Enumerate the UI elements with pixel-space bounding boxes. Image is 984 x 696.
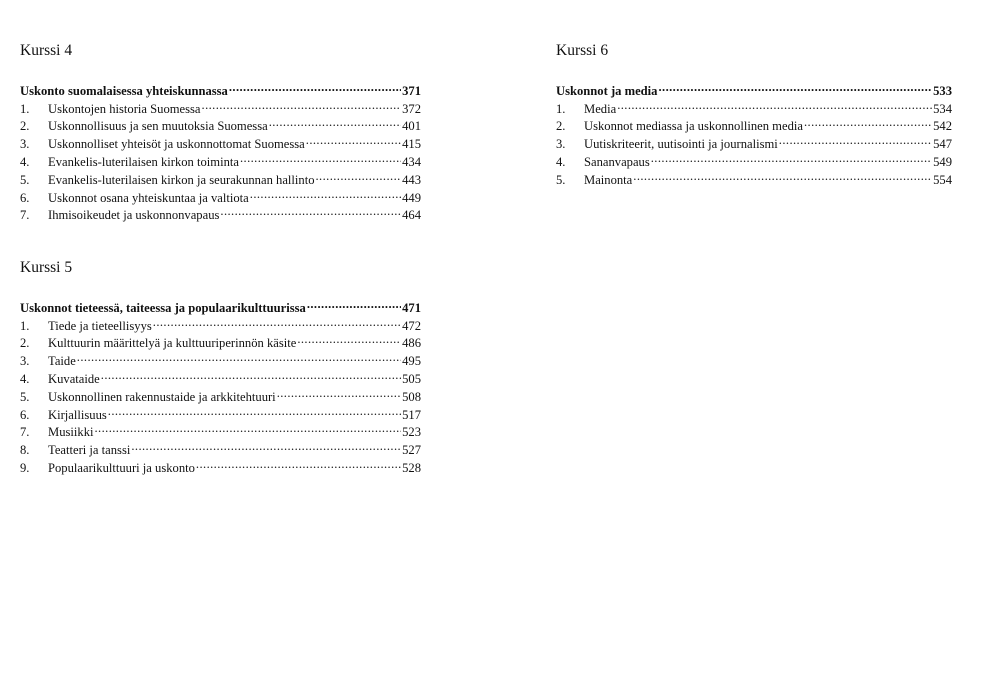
table-of-contents (20, 77, 421, 223)
toc-entry-title: Populaarikulttuuri ja uskonto (48, 460, 195, 475)
toc-page-number: 434 (402, 154, 421, 169)
toc-page-number: 549 (933, 154, 952, 169)
toc-entry-title: Taide (48, 354, 76, 369)
toc-entry-title: Uutiskriteerit, uutisointi ja journalismi (584, 137, 778, 152)
toc-entry-number: 5. (20, 172, 30, 187)
toc-entry-title: Uskonnot osana yhteiskuntaa ja valtiota (48, 190, 249, 205)
toc-entry-number: 2. (20, 119, 30, 134)
toc-entry-number: 3. (20, 354, 30, 369)
toc-page-number: 547 (933, 137, 952, 152)
toc-page-number: 449 (402, 190, 421, 205)
toc-page-number: 508 (402, 389, 421, 404)
toc-entry-title: Uskonnollisuus ja sen muutoksia Suomessa (48, 119, 268, 134)
dot-leader (617, 95, 932, 113)
toc-entry-title: Uskonnot mediassa ja uskonnollinen media (584, 119, 803, 134)
toc-page-number: 372 (402, 101, 421, 116)
toc-entry-title: Teatteri ja tanssi (48, 443, 131, 458)
toc-page-number: 527 (402, 443, 421, 458)
toc-entry-title: Evankelis-luterilaisen kirkon toiminta (48, 154, 239, 169)
dot-leader (77, 347, 401, 365)
dot-leader (277, 383, 401, 401)
dot-leader (297, 330, 401, 348)
toc-entry-number: 2. (556, 119, 566, 134)
dot-leader (240, 148, 401, 166)
toc-entry-number: 3. (20, 137, 30, 152)
dot-leader (196, 454, 401, 472)
toc-page-number: 517 (402, 407, 421, 422)
dot-leader (804, 113, 932, 131)
toc-page-number: 528 (402, 460, 421, 475)
toc-entry-title: Mainonta (584, 172, 633, 187)
toc-page-number: 523 (402, 425, 421, 440)
toc-page-number: 472 (402, 318, 421, 333)
dot-leader (202, 95, 402, 113)
toc-main-title: Uskonnot ja media (556, 83, 658, 98)
toc-entry-title: Uskonnollinen rakennustaide ja arkkitehtuuri (48, 389, 276, 404)
toc-entry-number: 9. (20, 460, 30, 475)
dot-leader (633, 166, 932, 184)
toc-page-number: 554 (933, 172, 952, 187)
toc-page-number: 464 (402, 208, 421, 223)
toc-entry-title: Ihmisoikeudet ja uskonnonvapaus (48, 208, 220, 223)
toc-entry-number: 1. (20, 101, 30, 116)
toc-page-number: 415 (402, 137, 421, 152)
toc-entry-number: 5. (556, 172, 566, 187)
toc-page-number: 495 (402, 354, 421, 369)
toc-main-entry (556, 77, 952, 98)
dot-leader (153, 312, 401, 330)
dot-leader (108, 401, 401, 419)
toc-page-number: 533 (933, 83, 952, 98)
dot-leader (95, 419, 402, 437)
toc-entry-title: Tiede ja tieteellisyys (48, 318, 152, 333)
toc-entry (20, 365, 421, 386)
toc-main-title: Uskonto suomalaisessa yhteiskunnassa (20, 83, 228, 98)
course-section-5 (20, 258, 421, 475)
toc-page-number: 371 (402, 83, 421, 98)
toc-entry-number: 5. (20, 389, 30, 404)
dot-leader (250, 184, 401, 202)
dot-leader (306, 130, 401, 148)
toc-page-number: 542 (933, 119, 952, 134)
toc-entry-number: 1. (20, 318, 30, 333)
course-heading: Kurssi 4 (20, 42, 73, 59)
toc-page-number: 401 (402, 119, 421, 134)
toc-entry-number: 4. (20, 154, 30, 169)
toc-entry-title: Musiikki (48, 425, 94, 440)
toc-entry-number: 2. (20, 336, 30, 351)
toc-entry-number: 7. (20, 425, 30, 440)
toc-entry-number: 1. (556, 101, 566, 116)
table-of-contents (556, 77, 952, 187)
dot-leader (779, 130, 932, 148)
toc-entry-title: Evankelis-luterilaisen kirkon ja seurakunnan hallinto (48, 172, 315, 187)
course-section-4 (20, 41, 421, 223)
toc-entry-number: 6. (20, 407, 30, 422)
toc-entry-title: Media (584, 101, 617, 116)
toc-main-title: Uskonnot tieteessä, taiteessa ja populaarikulttuurissa (20, 300, 306, 315)
toc-entry (20, 347, 421, 369)
dot-leader (131, 436, 401, 454)
toc-entry-number: 4. (556, 154, 566, 169)
dot-leader (220, 202, 401, 220)
toc-page-number: 505 (402, 371, 421, 386)
dot-leader (307, 294, 401, 312)
toc-entry-title: Uskontojen historia Suomessa (48, 101, 201, 116)
dot-leader (658, 77, 932, 95)
toc-entry-title: Kulttuurin määrittelyä ja kulttuuriperinnön käsite (48, 336, 297, 351)
toc-page-number: 486 (402, 336, 421, 351)
course-section-6 (556, 41, 952, 187)
dot-leader (316, 166, 402, 184)
toc-entry-title: Kuvataide (48, 371, 100, 386)
dot-leader (269, 113, 401, 131)
toc-main-entry (20, 294, 421, 315)
dot-leader (229, 77, 401, 95)
toc-entry-number: 3. (556, 137, 566, 152)
toc-entry-number: 7. (20, 208, 30, 223)
table-of-contents (20, 294, 421, 475)
toc-entry-number: 6. (20, 190, 30, 205)
dot-leader (651, 148, 932, 166)
toc-main-entry (20, 77, 421, 98)
dot-leader (101, 365, 401, 383)
toc-page-number: 471 (402, 300, 421, 315)
toc-entry-title: Sananvapaus (584, 154, 650, 169)
toc-page-number: 534 (933, 101, 952, 116)
toc-page-number: 443 (402, 172, 421, 187)
toc-entry-title: Kirjallisuus (48, 407, 107, 422)
toc-entry-number: 4. (20, 371, 30, 386)
course-heading: Kurssi 6 (556, 42, 609, 59)
toc-entry-title: Uskonnolliset yhteisöt ja uskonnottomat Suomessa (48, 137, 305, 152)
course-heading: Kurssi 5 (20, 259, 73, 276)
toc-entry-number: 8. (20, 443, 30, 458)
